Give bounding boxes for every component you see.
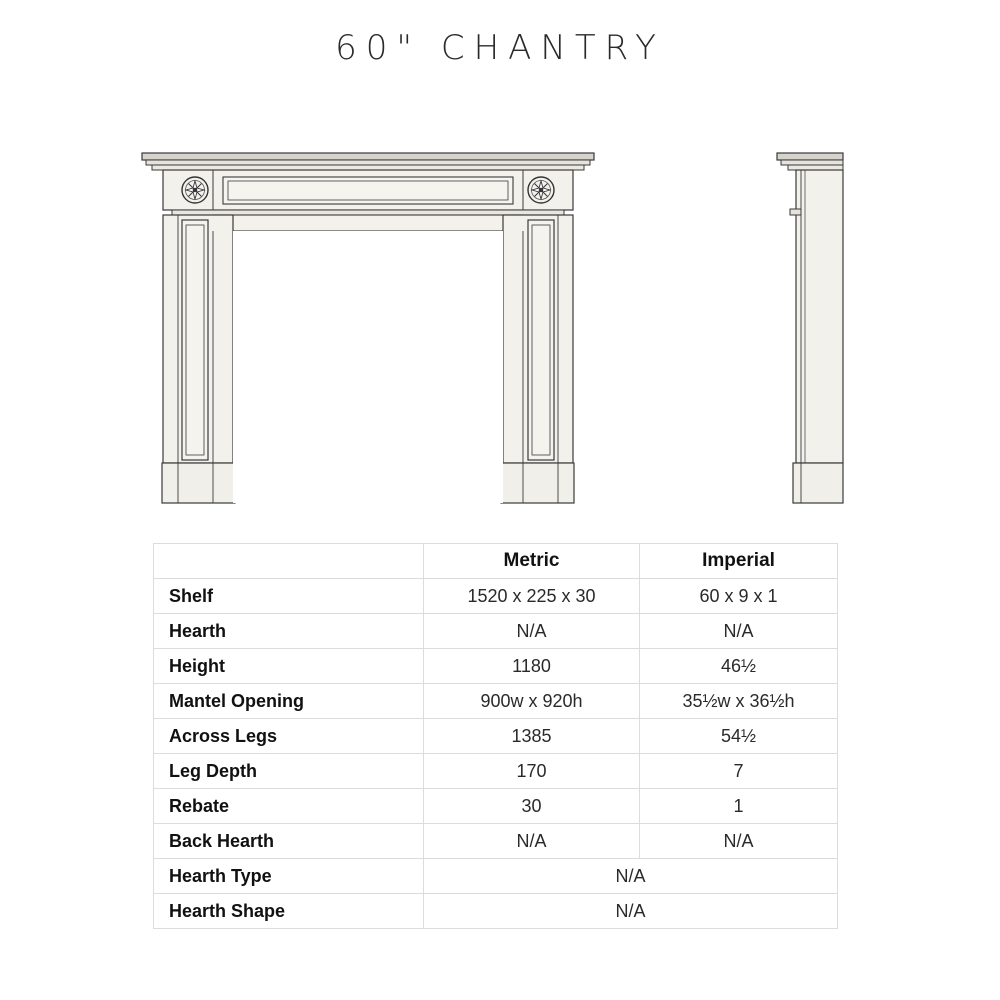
row-label: Back Hearth (154, 824, 424, 859)
merged-value: N/A (424, 859, 838, 894)
table-header-row (154, 544, 838, 579)
row-label: Rebate (154, 789, 424, 824)
row-label: Hearth Type (154, 859, 424, 894)
imperial-value: 46½ (640, 649, 838, 684)
table-row (154, 579, 838, 614)
imperial-value: 54½ (640, 719, 838, 754)
imperial-value: 35½w x 36½h (640, 684, 838, 719)
side-elevation (777, 153, 843, 503)
merged-value: N/A (424, 894, 838, 929)
header-metric: Metric (424, 544, 640, 579)
metric-value: 900w x 920h (424, 684, 640, 719)
table-row (154, 789, 838, 824)
row-label: Hearth (154, 614, 424, 649)
page-title: 60" CHANTRY (335, 28, 665, 68)
imperial-value: N/A (640, 614, 838, 649)
imperial-value: N/A (640, 824, 838, 859)
imperial-value: 1 (640, 789, 838, 824)
table-row (154, 614, 838, 649)
row-label: Mantel Opening (154, 684, 424, 719)
header-blank (154, 544, 424, 579)
row-label: Height (154, 649, 424, 684)
metric-value: 1180 (424, 649, 640, 684)
metric-value: 170 (424, 754, 640, 789)
row-label: Across Legs (154, 719, 424, 754)
table-row (154, 649, 838, 684)
table-row (154, 824, 838, 859)
table-row (154, 754, 838, 789)
header-imperial: Imperial (640, 544, 838, 579)
metric-value: 30 (424, 789, 640, 824)
imperial-value: 7 (640, 754, 838, 789)
table-row (154, 719, 838, 754)
table-row (154, 684, 838, 719)
table-row-merged (154, 859, 838, 894)
front-elevation (142, 153, 594, 503)
metric-value: 1385 (424, 719, 640, 754)
row-label: Shelf (154, 579, 424, 614)
row-label: Leg Depth (154, 754, 424, 789)
metric-value: N/A (424, 824, 640, 859)
specifications-table (153, 543, 838, 929)
metric-value: N/A (424, 614, 640, 649)
row-label: Hearth Shape (154, 894, 424, 929)
metric-value: 1520 x 225 x 30 (424, 579, 640, 614)
table-row-merged (154, 894, 838, 929)
imperial-value: 60 x 9 x 1 (640, 579, 838, 614)
